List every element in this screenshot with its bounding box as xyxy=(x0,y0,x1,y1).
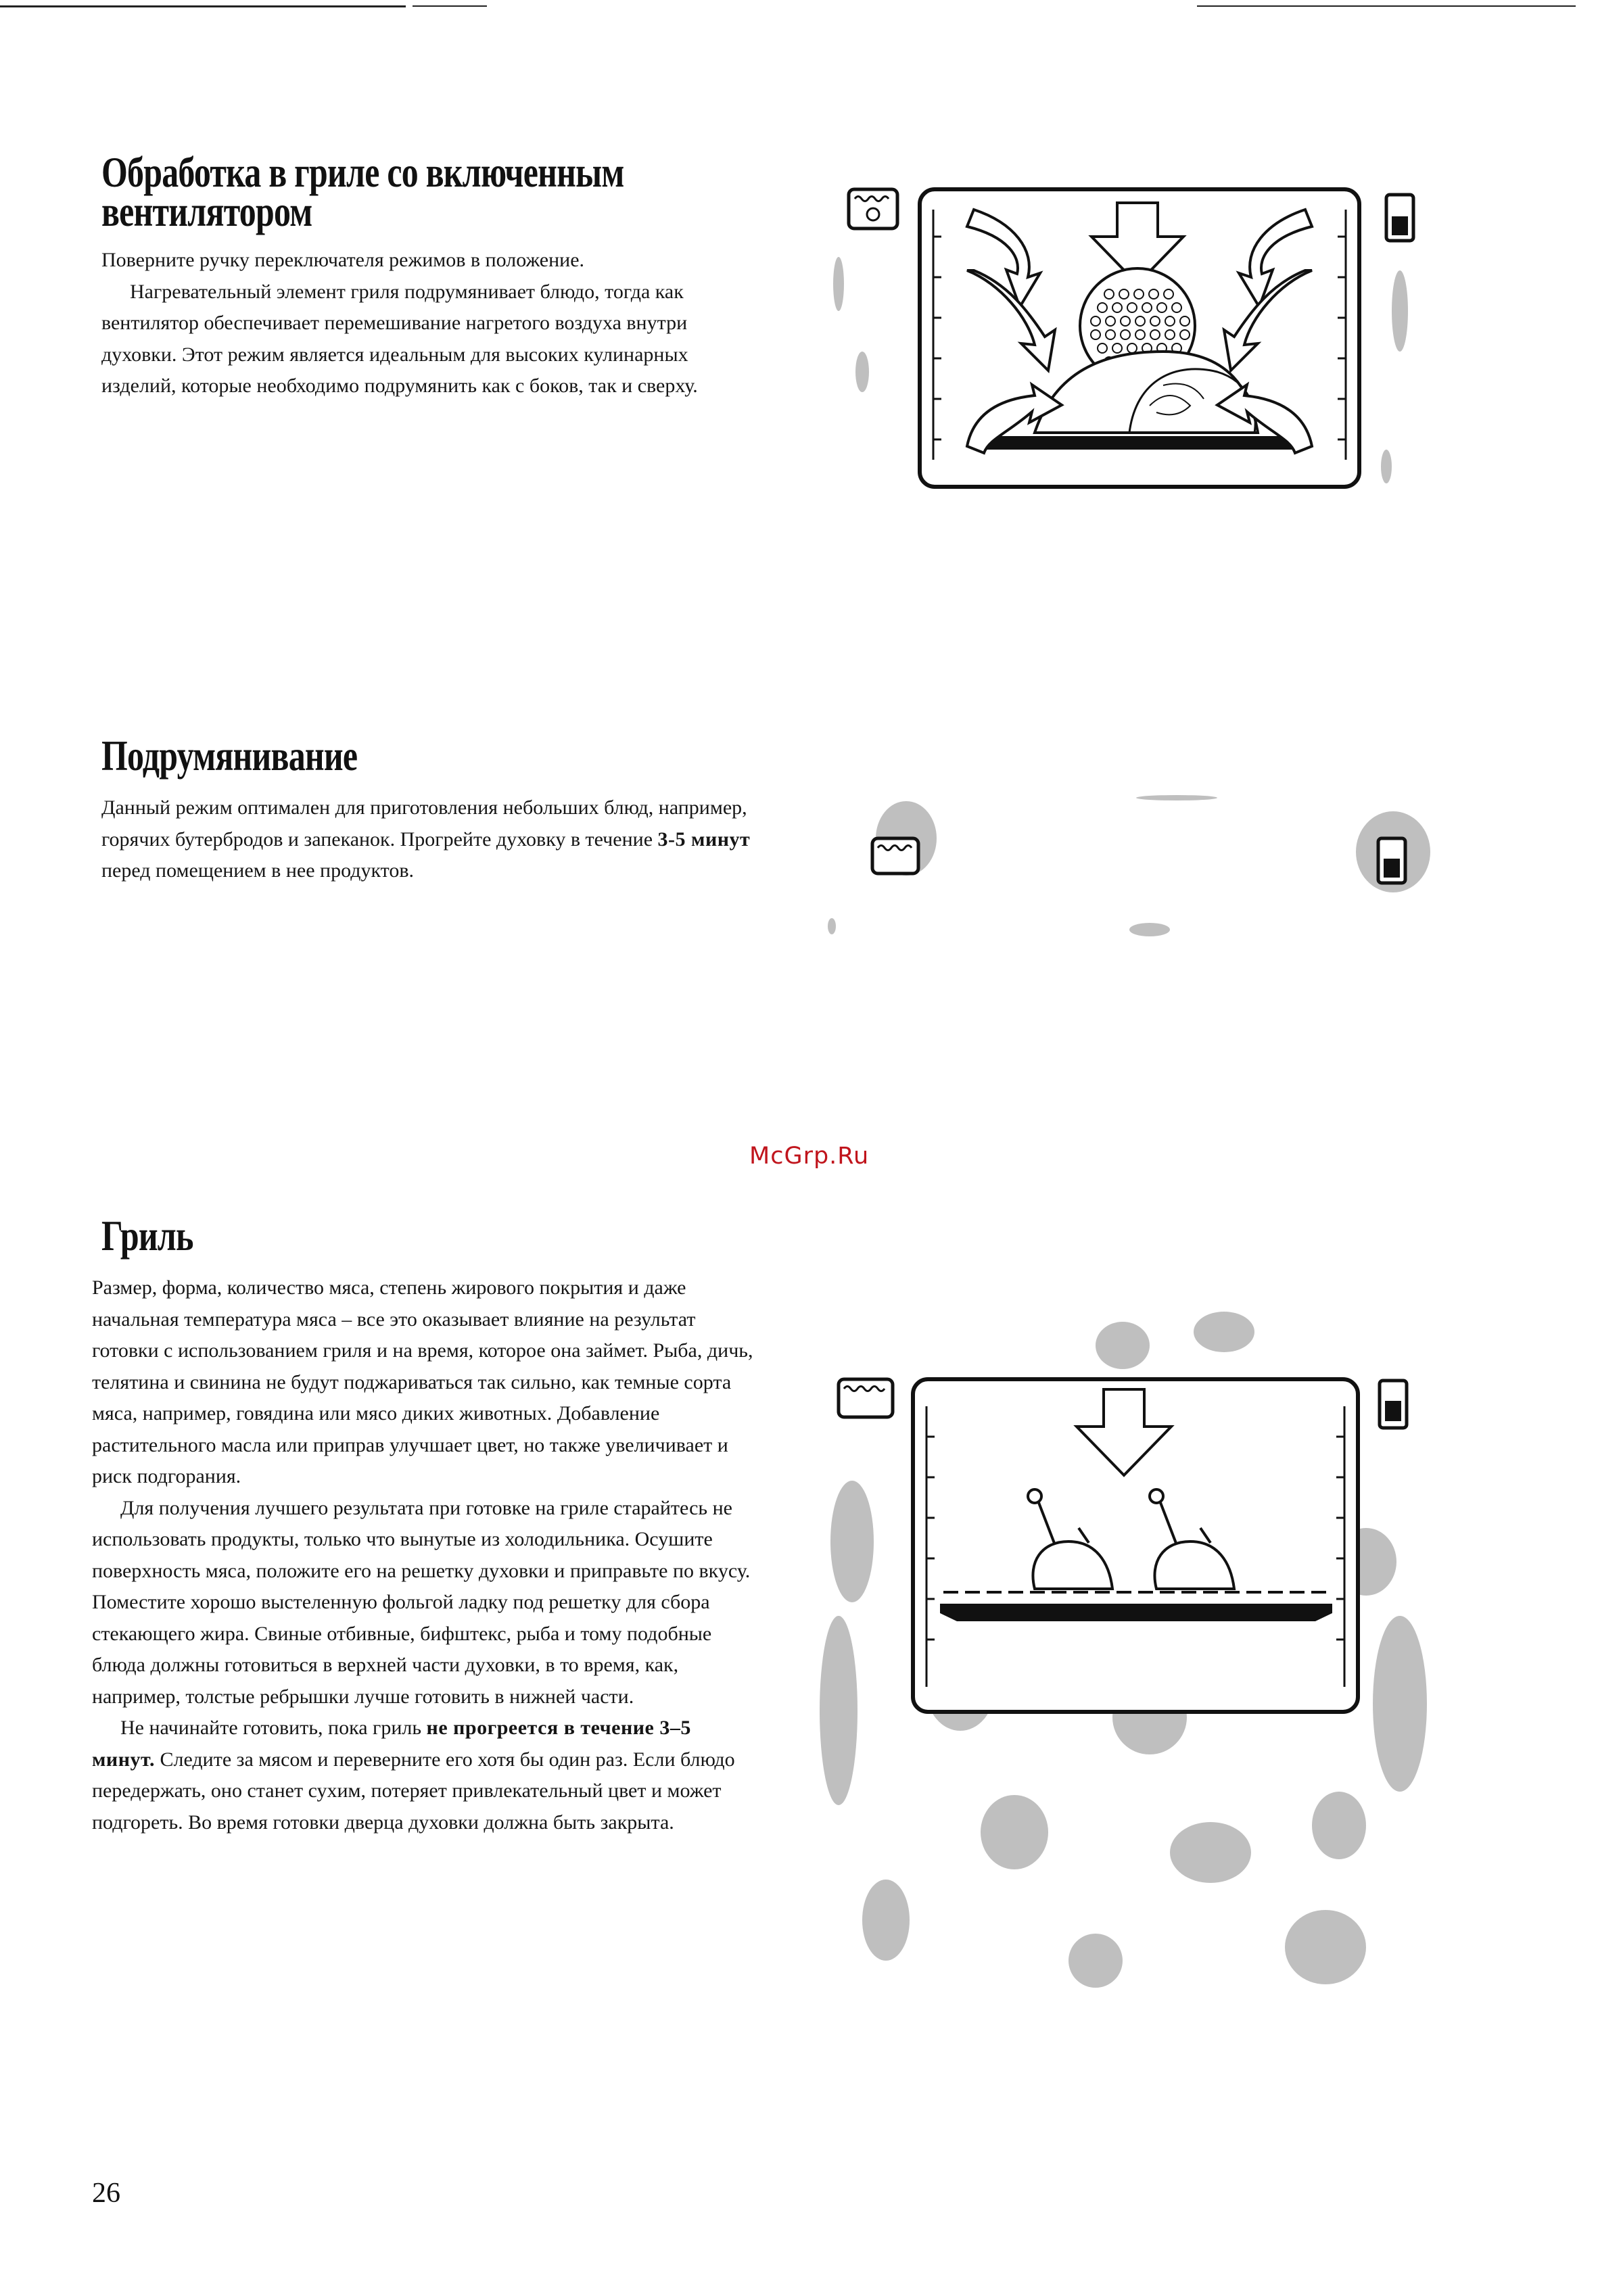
paragraph: Поверните ручку переключателя режимов в положение. xyxy=(101,249,585,271)
watermark: McGrp.Ru xyxy=(749,1143,870,1170)
grill-fan-mode-icon xyxy=(849,189,897,229)
page-number: 26 xyxy=(92,2178,120,2209)
section-title-fan-grill xyxy=(101,148,624,235)
section-text-browning xyxy=(101,792,771,887)
top-border-line xyxy=(0,5,406,7)
section-title-grill: Гриль xyxy=(101,1212,193,1260)
oven-light-indicator-icon xyxy=(1378,838,1405,883)
paragraph: Данный режим оптимален для приготовления небольших блюд, например, горячих бутербродов и запеканок. Прогрейте духовку в течение 3-5 минут перед помещением в нее продуктов. xyxy=(101,796,751,882)
paragraph: Размер, форма, количество мяса, степень жирового покрытия и даже начальная температура мяса – все это оказывает влияние на результат готовки с использованием гриля и на время, которое она займет. Рыба, дичь, телятина и свинина не будут поджариваться так сильно, как темные сорта мяса, например, говядина или мясо диких животных. Добавление растительного масла или приправ улучшает цвет, но также увеличивает и риск подгорания. xyxy=(92,1276,753,1487)
grill-oven-diagram xyxy=(812,1271,1461,2082)
paragraph: Нагревательный элемент гриля подрумянивает блюдо, тогда как вентилятор обеспечивает перемешивание нагретого воздуха внутри духовки. Этот режим является идеальным для высоких кулинарных изделий, которые необходимо подрумянить как с боков, так и сверху. xyxy=(101,280,698,397)
grill-mode-icon xyxy=(839,1379,893,1417)
paragraph: Не начинайте готовить, пока гриль не прогреется в течение 3–5 минут. Следите за мясом и переверните его хотя бы один раз. Если блюдо передержать, оно станет сухим, потеряет привлекательный цвет и может подгореть. Во время готовки дверца духовки должна быть закрыта. xyxy=(92,1717,735,1834)
drip-tray xyxy=(940,1604,1332,1621)
browning-mode-icon xyxy=(872,838,918,874)
oven-light-indicator-icon xyxy=(1380,1381,1407,1428)
title-line-1: Обработка в гриле со включенным xyxy=(101,148,624,196)
section-title-browning: Подрумянивание xyxy=(101,732,358,780)
title-line-2: вентилятором xyxy=(101,187,312,235)
baking-tray xyxy=(981,436,1298,450)
paragraph: Для получения лучшего результата при готовке на гриле старайтесь не использовать продукты, только что вынутые из холодильника. Осушите поверхность мяса, положите его на решетку духовки и приправьте по вкусу. Поместите хорошо выстеленную фольгой ладку под решетку для сбора стекающего жира. Свиные отбивные, бифштекс, рыба и тому подобные блюда должны готовиться в верхней части духовки, в то время, как, например, толстые ребрышки лучше готовить в нижней части. xyxy=(92,1496,751,1708)
browning-oven-diagram xyxy=(812,791,1461,953)
fan-grill-oven-diagram xyxy=(812,149,1461,527)
top-border-line xyxy=(1197,5,1576,7)
oven-light-indicator-icon xyxy=(1386,195,1413,241)
section-text-grill xyxy=(92,1272,755,1838)
section-text-fan-grill xyxy=(101,245,764,402)
top-border-line xyxy=(413,5,487,7)
